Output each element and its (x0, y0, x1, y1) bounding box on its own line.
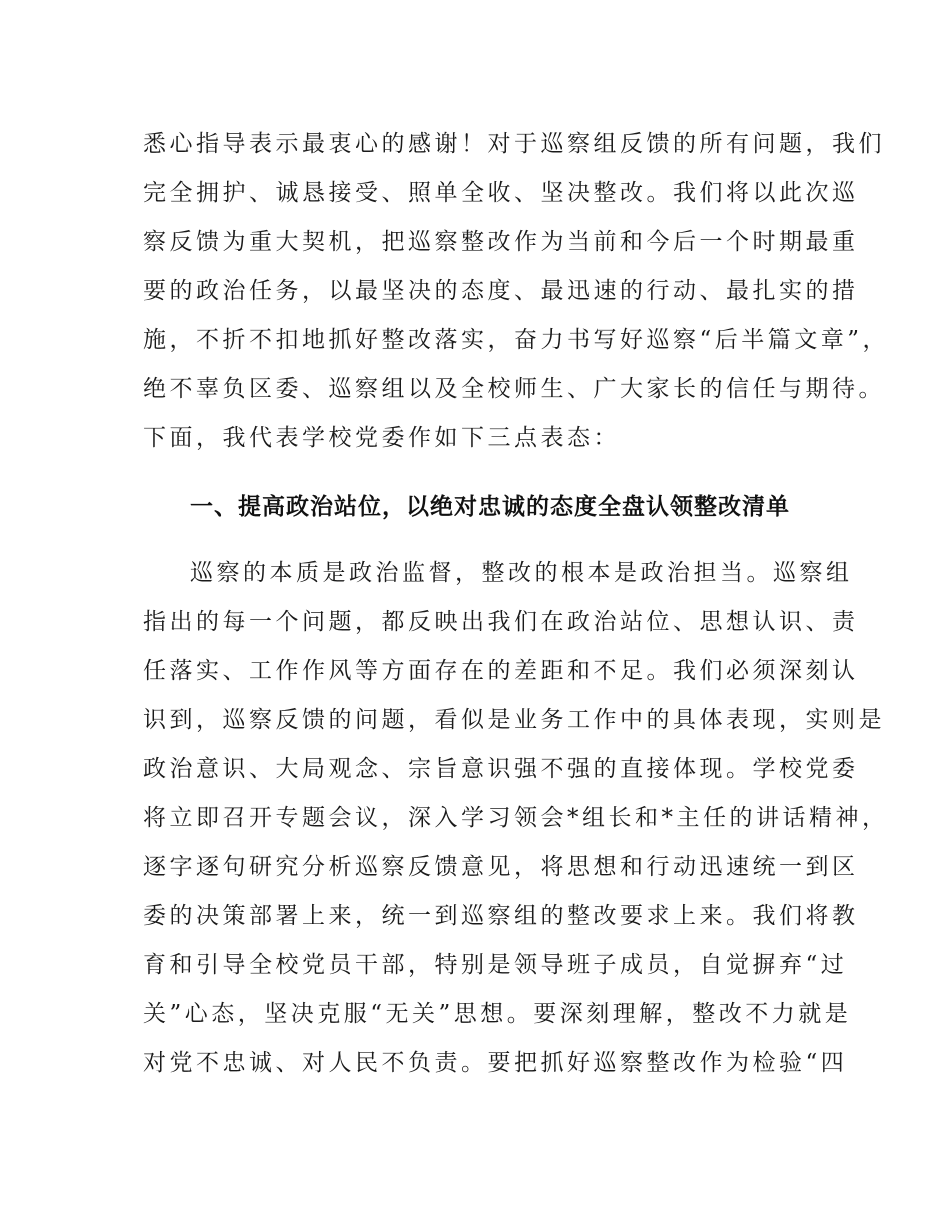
paragraph-2-line-8: 委的决策部署上来，统一到巡察组的整改要求上来。我们将教 (143, 903, 859, 929)
paragraph-1-line-7: 下面，我代表学校党委作如下三点表态： (143, 425, 620, 451)
paragraph-1-line-2: 完全拥护、诚恳接受、照单全收、坚决整改。我们将以此次巡 (143, 180, 859, 206)
paragraph-2-line-1: 巡察的本质是政治监督，整改的根本是政治担当。巡察组 (190, 560, 853, 586)
paragraph-2-line-3: 任落实、工作作风等方面存在的差距和不足。我们必须深刻认 (143, 658, 859, 684)
paragraph-1-line-5: 施，不折不扣地抓好整改落实，奋力书写好巡察“后半篇文章”， (143, 327, 890, 353)
paragraph-1-line-1: 悉心指导表示最衷心的感谢！对于巡察组反馈的所有问题，我们 (143, 131, 885, 157)
paragraph-2-line-11: 对党不忠诚、对人民不负责。要把抓好巡察整改作为检验“四 (143, 1050, 848, 1076)
paragraph-2-line-5: 政治意识、大局观念、宗旨意识强不强的直接体现。学校党委 (143, 756, 859, 782)
paragraph-2-line-9: 育和引导全校党员干部，特别是领导班子成员，自觉摒弃“过 (143, 952, 848, 978)
paragraph-2-line-6: 将立即召开专题会议，深入学习领会*组长和*主任的讲话精神， (143, 805, 889, 831)
paragraph-2-line-7: 逐字逐句研究分析巡察反馈意见，将思想和行动迅速统一到区 (143, 854, 859, 880)
paragraph-2-line-10: 关”心态，坚决克服“无关”思想。要深刻理解，整改不力就是 (143, 1001, 852, 1027)
paragraph-2-line-2: 指出的每一个问题，都反映出我们在政治站位、思想认识、责 (143, 609, 859, 635)
section-heading-1: 一、提高政治站位，以绝对忠诚的态度全盘认领整改清单 (190, 494, 790, 520)
paragraph-1-line-4: 要的政治任务，以最坚决的态度、最迅速的行动、最扎实的措 (143, 278, 859, 304)
paragraph-2-line-4: 识到，巡察反馈的问题，看似是业务工作中的具体表现，实则是 (143, 707, 885, 733)
paragraph-1-line-3: 察反馈为重大契机，把巡察整改作为当前和今后一个时期最重 (143, 229, 859, 255)
paragraph-1-line-6: 绝不辜负区委、巡察组以及全校师生、广大家长的信任与期待。 (143, 376, 885, 402)
